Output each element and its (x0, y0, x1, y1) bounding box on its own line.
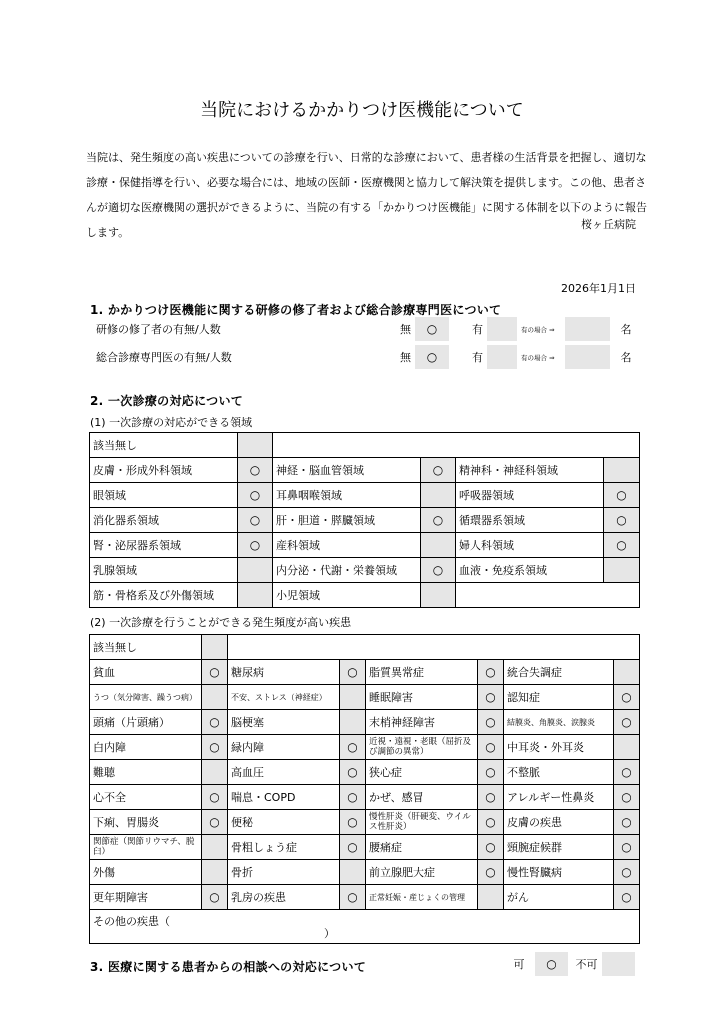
check-box[interactable] (238, 583, 273, 608)
item-label: 内分泌・代謝・栄養領域 (273, 558, 421, 583)
check-box[interactable] (478, 885, 504, 910)
disease-none-label: 該当無し (90, 635, 202, 660)
area-none-label: 該当無し (90, 433, 238, 458)
item-label: 結膜炎、角膜炎、涙腺炎 (504, 710, 614, 735)
check-box[interactable]: ○ (614, 810, 640, 835)
specialist-count-box[interactable] (565, 345, 610, 369)
item-label: 統合失調症 (504, 660, 614, 685)
section2-sub2: (2) 一次診療を行うことができる発生頻度が高い疾患 (90, 616, 352, 629)
area-none-row (90, 433, 640, 458)
check-box[interactable]: ○ (478, 660, 504, 685)
check-box[interactable]: ○ (478, 860, 504, 885)
item-label: 外傷 (90, 860, 202, 885)
disease-row (90, 885, 640, 910)
item-label: アレルギー性鼻炎 (504, 785, 614, 810)
check-box[interactable]: ○ (421, 558, 456, 583)
specialist-no-label: 無 (400, 351, 411, 364)
other-disease-row (90, 910, 640, 944)
specialist-yes-box[interactable] (487, 345, 517, 369)
check-box[interactable]: ○ (340, 835, 366, 860)
consult-no-box[interactable] (602, 952, 635, 976)
disease-row (90, 710, 640, 735)
check-box[interactable]: ○ (421, 508, 456, 533)
check-box[interactable]: ○ (202, 710, 228, 735)
specialist-note: 有の場合 ⇒ (521, 353, 555, 362)
check-box[interactable] (202, 860, 228, 885)
disease-row (90, 735, 640, 760)
area-table (89, 432, 640, 608)
check-box[interactable]: ○ (238, 533, 273, 558)
disease-table (89, 634, 640, 944)
check-box[interactable]: ○ (614, 710, 640, 735)
item-label: 皮膚・形成外科領域 (90, 458, 238, 483)
check-box[interactable] (202, 835, 228, 860)
consult-options (500, 952, 635, 976)
intro-paragraph: 当院は、発生頻度の高い疾患についての診療を行い、日常的な診療において、患者様の生活背景を把握し、適切な診療・保健指導を行い、必要な場合には、地域の医師・医療機関と協力して解決策を提供します。この他、患者さんが適切な医療機関の選択ができるように、当院の有する「かかりつけ医機能」に関する体制を以下のように報告します。 (86, 151, 647, 239)
item-label: 肝・胆道・膵臓領域 (273, 508, 421, 533)
item-label: 脂質異常症 (366, 660, 478, 685)
check-box[interactable] (202, 685, 228, 710)
check-box[interactable] (614, 660, 640, 685)
section2-sub1: (1) 一次診療の対応ができる領域 (90, 416, 253, 429)
item-label: 貧血 (90, 660, 202, 685)
item-label: 精神科・神経科領域 (456, 458, 604, 483)
check-box[interactable]: ○ (202, 660, 228, 685)
item-label: 血液・免疫系領域 (456, 558, 604, 583)
item-label: 骨粗しょう症 (228, 835, 340, 860)
area-row (90, 533, 640, 558)
item-label: 心不全 (90, 785, 202, 810)
check-box[interactable]: ○ (478, 685, 504, 710)
disease-none-row (90, 635, 640, 660)
item-label: 慢性腎臓病 (504, 860, 614, 885)
item-label: 認知症 (504, 685, 614, 710)
item-label: がん (504, 885, 614, 910)
specialist-yes-label: 有 (472, 351, 483, 364)
item-label: 正常妊娠・産じょくの管理 (366, 885, 478, 910)
check-box[interactable]: ○ (340, 760, 366, 785)
item-label: 脳梗塞 (228, 710, 340, 735)
training-yes-label: 有 (472, 323, 483, 336)
check-box[interactable] (238, 558, 273, 583)
item-label: 白内障 (90, 735, 202, 760)
item-label: 前立腺肥大症 (366, 860, 478, 885)
page-title: 当院におけるかかりつけ医機能について (200, 100, 524, 121)
report-date: 2026年1月1日 (561, 282, 636, 295)
check-box[interactable] (421, 483, 456, 508)
section2-heading: 2. 一次診療の対応について (90, 394, 244, 408)
training-no-label: 無 (400, 323, 411, 336)
item-label: 狭心症 (366, 760, 478, 785)
disease-row (90, 810, 640, 835)
check-box[interactable]: ○ (202, 810, 228, 835)
training-yes-box[interactable] (487, 317, 517, 341)
check-box[interactable]: ○ (604, 483, 640, 508)
item-label: 末梢神経障害 (366, 710, 478, 735)
item-label: 産科領域 (273, 533, 421, 558)
specialist-row (90, 345, 639, 369)
check-box[interactable]: ○ (614, 885, 640, 910)
item-label: 神経・脳血管領域 (273, 458, 421, 483)
disease-none-box[interactable] (202, 635, 228, 660)
check-box[interactable]: ○ (340, 660, 366, 685)
item-label: 乳腺領域 (90, 558, 238, 583)
other-disease-label: その他の疾患（ (93, 915, 170, 928)
training-note: 有の場合 ⇒ (521, 325, 555, 334)
area-row (90, 458, 640, 483)
item-label: 喘息・COPD (228, 785, 340, 810)
check-box[interactable]: ○ (238, 458, 273, 483)
item-label: 下痢、胃腸炎 (90, 810, 202, 835)
check-box[interactable]: ○ (478, 760, 504, 785)
area-none-box[interactable] (238, 433, 273, 458)
item-label: 筋・骨格系及び外傷領域 (90, 583, 238, 608)
specialist-label: 総合診療専門医の有無/人数 (96, 351, 232, 364)
check-box[interactable] (340, 860, 366, 885)
item-label: 糖尿病 (228, 660, 340, 685)
item-label: 睡眠障害 (366, 685, 478, 710)
item-label: 小児領域 (273, 583, 421, 608)
disease-row (90, 660, 640, 685)
check-box[interactable]: ○ (478, 835, 504, 860)
disease-row (90, 760, 640, 785)
check-box[interactable] (202, 760, 228, 785)
item-label: 緑内障 (228, 735, 340, 760)
item-label: 消化器系領域 (90, 508, 238, 533)
item-label: 婦人科領域 (456, 533, 604, 558)
check-box[interactable] (421, 583, 456, 608)
disease-row (90, 785, 640, 810)
item-label: 慢性肝炎（肝硬変、ウイルス性肝炎） (366, 810, 478, 835)
item-label: 更年期障害 (90, 885, 202, 910)
item-label: 頭痛（片頭痛） (90, 710, 202, 735)
check-box[interactable]: ○ (614, 760, 640, 785)
area-row (90, 508, 640, 533)
check-box[interactable] (421, 533, 456, 558)
hospital-name: 桜ヶ丘病院 (581, 218, 636, 231)
area-row (90, 583, 640, 608)
item-label: 耳鼻咽喉領域 (273, 483, 421, 508)
training-label: 研修の修了者の有無/人数 (96, 323, 221, 336)
training-unit: 名 (620, 323, 632, 336)
item-label: 関節症（関節リウマチ、脱臼） (90, 835, 202, 860)
check-box[interactable] (614, 735, 640, 760)
item-label: 難聴 (90, 760, 202, 785)
consult-no-label: 不可 (575, 958, 598, 971)
item-label: 腰痛症 (366, 835, 478, 860)
item-label: 乳房の疾患 (228, 885, 340, 910)
check-box[interactable]: ○ (340, 885, 366, 910)
training-row (90, 317, 639, 341)
section3-heading: 3. 医療に関する患者からの相談への対応について (90, 960, 367, 974)
disease-rows (90, 660, 640, 910)
check-box[interactable]: ○ (478, 735, 504, 760)
check-box[interactable]: ○ (614, 785, 640, 810)
item-label: 中耳炎・外耳炎 (504, 735, 614, 760)
check-box[interactable]: ○ (340, 785, 366, 810)
item-label: 呼吸器領域 (456, 483, 604, 508)
check-box[interactable]: ○ (340, 735, 366, 760)
check-box[interactable]: ○ (604, 533, 640, 558)
check-box[interactable]: ○ (478, 810, 504, 835)
check-box[interactable] (604, 558, 640, 583)
training-count-box[interactable] (565, 317, 610, 341)
item-label: うつ（気分障害、躁うつ病） (90, 685, 202, 710)
check-box[interactable] (340, 685, 366, 710)
item-label: かぜ、感冒 (366, 785, 478, 810)
specialist-no-box[interactable]: ○ (415, 345, 449, 369)
item-label: 皮膚の疾患 (504, 810, 614, 835)
check-box[interactable]: ○ (202, 735, 228, 760)
area-rows (90, 458, 640, 608)
other-disease-close: ） (324, 927, 335, 940)
item-label: 便秘 (228, 810, 340, 835)
check-box[interactable]: ○ (238, 483, 273, 508)
area-row (90, 558, 640, 583)
check-box[interactable] (604, 458, 640, 483)
consult-yes-label: 可 (513, 958, 525, 971)
item-label: 眼領域 (90, 483, 238, 508)
check-box[interactable]: ○ (202, 785, 228, 810)
check-box[interactable]: ○ (478, 785, 504, 810)
section1-heading: 1. かかりつけ医機能に関する研修の修了者および総合診療専門医について (90, 303, 502, 317)
disease-row (90, 835, 640, 860)
item-label: 腎・泌尿器系領域 (90, 533, 238, 558)
check-box[interactable]: ○ (478, 710, 504, 735)
specialist-unit: 名 (620, 351, 632, 364)
disease-row (90, 685, 640, 710)
check-box[interactable]: ○ (421, 458, 456, 483)
check-box[interactable]: ○ (238, 508, 273, 533)
consult-yes-box[interactable]: ○ (535, 952, 568, 976)
item-label: 不安、ストレス（神経症） (228, 685, 340, 710)
check-box[interactable]: ○ (340, 810, 366, 835)
check-box[interactable]: ○ (614, 685, 640, 710)
item-label: 循環器系領域 (456, 508, 604, 533)
training-no-box[interactable]: ○ (415, 317, 449, 341)
disease-row (90, 860, 640, 885)
item-label: 不整脈 (504, 760, 614, 785)
section1-table (90, 317, 639, 369)
item-label: 頸腕症候群 (504, 835, 614, 860)
area-row (90, 483, 640, 508)
check-box[interactable]: ○ (604, 508, 640, 533)
item-label: 骨折 (228, 860, 340, 885)
check-box[interactable]: ○ (202, 885, 228, 910)
check-box[interactable] (340, 710, 366, 735)
item-label: 近視・遠視・老眼（屈折及び調節の異常） (366, 735, 478, 760)
check-box[interactable]: ○ (614, 835, 640, 860)
check-box[interactable]: ○ (614, 860, 640, 885)
item-label: 高血圧 (228, 760, 340, 785)
